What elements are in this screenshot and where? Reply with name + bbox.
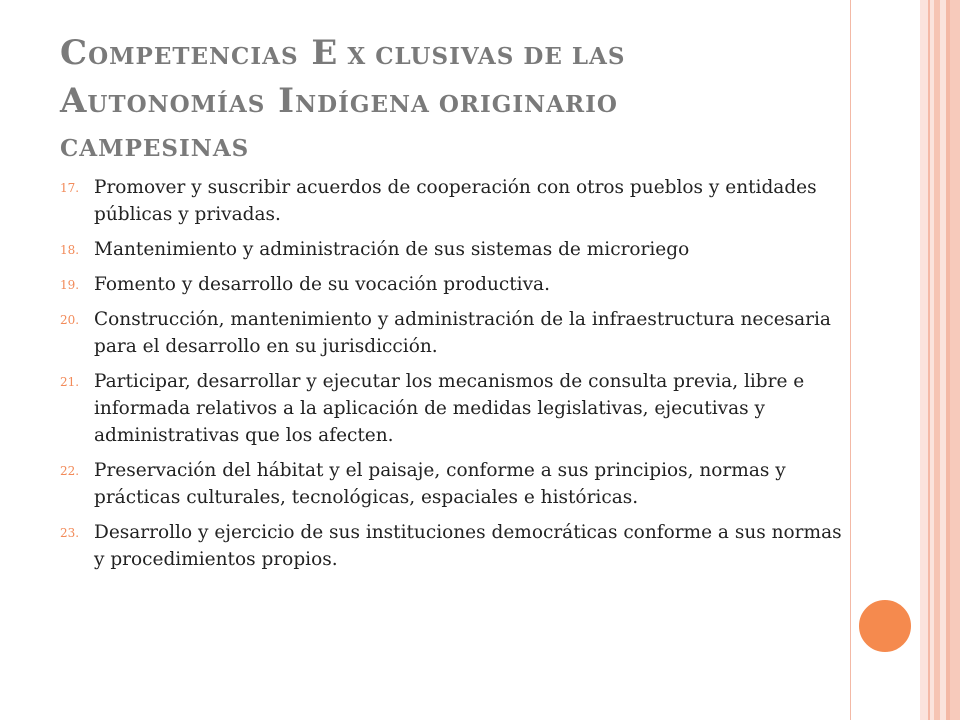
list-item	[60, 271, 850, 298]
item-text: Preservación del hábitat y el paisaje, conforme a sus principios, normas y prácticas culturales, tecnológicas, espaciales e históricas.	[94, 460, 786, 508]
item-number: 20.	[60, 313, 80, 327]
list-item	[60, 519, 850, 573]
slide-title	[60, 31, 840, 171]
list-item	[60, 306, 850, 360]
title-line-3	[60, 127, 840, 171]
right-decorative-stripes	[920, 0, 960, 720]
list-item	[60, 174, 850, 228]
accent-circle	[856, 597, 914, 655]
title-text: X CLUSIVAS DE LAS	[338, 43, 626, 71]
item-number: 18.	[60, 243, 80, 257]
title-cap: E	[298, 33, 339, 74]
item-text: Mantenimiento y administración de sus sistemas de microriego	[94, 239, 690, 260]
title-text: NDÍGENA ORIGINARIO	[295, 91, 618, 119]
list-item	[60, 236, 850, 263]
accent-vertical-line	[850, 0, 851, 720]
item-text: Fomento y desarrollo de su vocación productiva.	[94, 274, 550, 295]
title-cap: C	[60, 33, 89, 74]
list-item	[60, 368, 850, 449]
item-text: Desarrollo y ejercicio de sus instituciones democráticas conforme a sus normas y procedimientos propios.	[94, 522, 842, 570]
title-text: OMPETENCIAS	[88, 43, 299, 71]
item-number: 19.	[60, 278, 80, 292]
title-line-1	[60, 31, 840, 79]
item-text: Promover y suscribir acuerdos de cooperación con otros pueblos y entidades públicas y privadas.	[94, 177, 817, 225]
title-text: UTONOMÍAS	[87, 91, 266, 119]
list-item	[60, 457, 850, 511]
item-number: 23.	[60, 526, 80, 540]
item-number: 22.	[60, 464, 80, 478]
title-cap: I	[265, 81, 296, 122]
title-text: CAMPESINAS	[60, 135, 250, 163]
item-number: 21.	[60, 375, 80, 389]
item-text: Construcción, mantenimiento y administración de la infraestructura necesaria para el desarrollo en su jurisdicción.	[94, 309, 831, 357]
competencies-list	[60, 174, 850, 581]
title-cap: A	[60, 81, 88, 122]
item-number: 17.	[60, 181, 80, 195]
title-line-2	[60, 79, 840, 127]
item-text: Participar, desarrollar y ejecutar los mecanismos de consulta previa, libre e informada relativos a la aplicación de medidas legislativas, ejecutivas y administrativas que los afecten.	[94, 371, 805, 446]
